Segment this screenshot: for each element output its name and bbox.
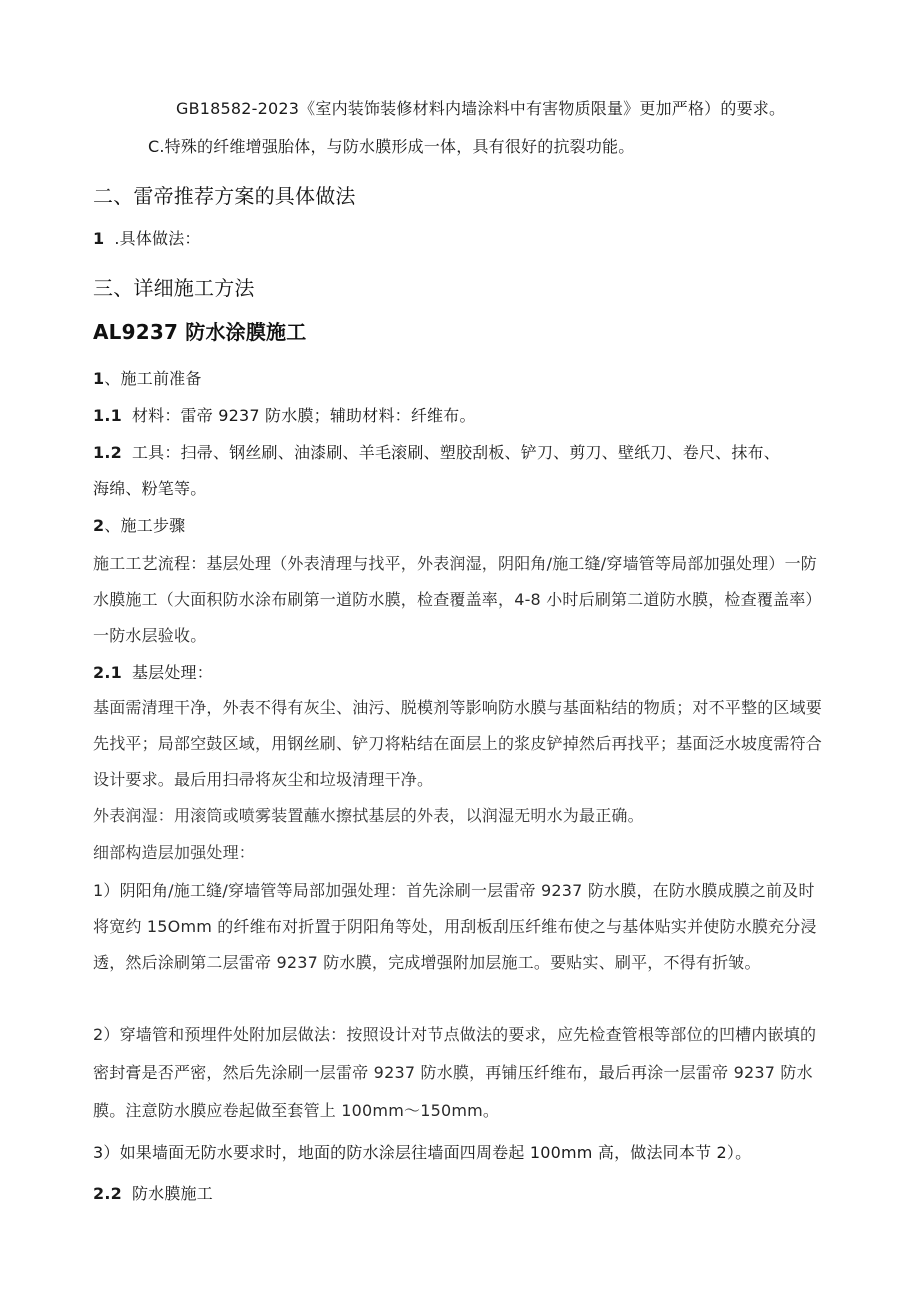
- text-line-tools-cont: 海绵、粉笔等。: [93, 479, 207, 498]
- item-number: 2.2: [93, 1184, 122, 1203]
- text-line-detail-heading: 细部构造层加强处理：: [93, 843, 256, 862]
- paragraph-item-2: 2）穿墙管和预埋件处附加层做法：按照设计对节点做法的要求，应先检查管根等部位的凹槽内嵌填的密封膏是否严密，然后先涂刷一层雷帝 9237 防水膜，再铺压纤维布，最后再涂一层雷帝 9237 防水膜。注意防水膜应卷起做至套管上 100mm〜150mm。: [93, 1025, 817, 1120]
- item-text: 工具：扫帚、钢丝刷、油漆刷、羊毛滚刷、塑胶刮板、铲刀、剪刀、壁纸刀、卷尺、抹布、: [131, 443, 780, 462]
- text-line-wetting: 外表润湿：用滚筒或喷雾装置蘸水擦拭基层的外表，以润湿无明水为最正确。: [93, 806, 644, 825]
- text-line-prep: [93, 368, 820, 390]
- paragraph-process-flow: 施工工艺流程：基层处理（外表清理与找平，外表润湿，阴阳角/施工缝/穿墙管等局部加强处理）一防水膜施工（大面积防水涂布刷第一道防水膜，检查覆盖率，4-8 小时后刷第二道防水膜，检查覆盖率）一防水层验收。: [93, 554, 822, 645]
- paragraph-base-treatment: 基面需清理干净，外表不得有灰尘、油污、脱模剂等影响防水膜与基面粘结的物质；对不平整的区域要先找平；局部空鼓区域，用钢丝刷、铲刀将粘结在面层上的浆皮铲掉然后再找平；基面泛水坡度需符合设计要求。最后用扫帚将灰尘和垃圾清理干净。: [93, 698, 823, 789]
- item-number: 1.2: [93, 443, 122, 462]
- text-line-tools: [93, 442, 820, 464]
- text-line-base-heading: [93, 662, 820, 684]
- item-text: 材料：雷帝 9237 防水膜；辅助材料：纤维布。: [131, 406, 476, 425]
- item-number: 1: [93, 229, 105, 248]
- item-text: .具体做法：: [114, 229, 201, 248]
- item-text: 、施工前准备: [104, 369, 202, 388]
- item-text: 、施工步骤: [104, 516, 186, 535]
- item-number: 1.1: [93, 406, 122, 425]
- item-number: 2: [93, 516, 105, 535]
- section-heading-2: 二、雷帝推荐方案的具体做法: [93, 184, 356, 208]
- text-line-standard: GB18582-2023《室内装饰装修材料内墙涂料中有害物质限量》更加严格）的要求。: [176, 99, 786, 118]
- text-line-fiber: C.特殊的纤维增强胎体，与防水膜形成一体，具有很好的抗裂功能。: [148, 137, 635, 156]
- text-line-item-3: 3）如果墙面无防水要求时，地面的防水涂层往墙面四周卷起 100mm 高，做法同本节 2）。: [93, 1143, 752, 1162]
- item-number: 1: [93, 369, 105, 388]
- text-line-materials: [93, 405, 820, 427]
- paragraph-item-1: 1）阴阳角/施工缝/穿墙管等局部加强处理：首先涂刷一层雷帝 9237 防水膜，在防水膜成膜之前及时将宽约 15Omm 的纤维布对折置于阴阳角等处，用刮板刮压纤维布使之与基体贴实并使防水膜充分浸透，然后涂刷第二层雷帝 9237 防水膜，完成增强附加层施工。要贴实、刷平，不得有折皱。: [93, 881, 817, 972]
- text-line-steps: [93, 515, 820, 537]
- subsection-heading-al9237: AL9237 防水涂膜施工: [93, 320, 307, 344]
- item-text: 防水膜施工: [131, 1184, 213, 1203]
- section-heading-3: 三、详细施工方法: [93, 276, 255, 300]
- text-line-method: [93, 228, 820, 250]
- item-text: 基层处理：: [131, 663, 213, 682]
- text-line-membrane-heading: [93, 1183, 820, 1205]
- item-number: 2.1: [93, 663, 122, 682]
